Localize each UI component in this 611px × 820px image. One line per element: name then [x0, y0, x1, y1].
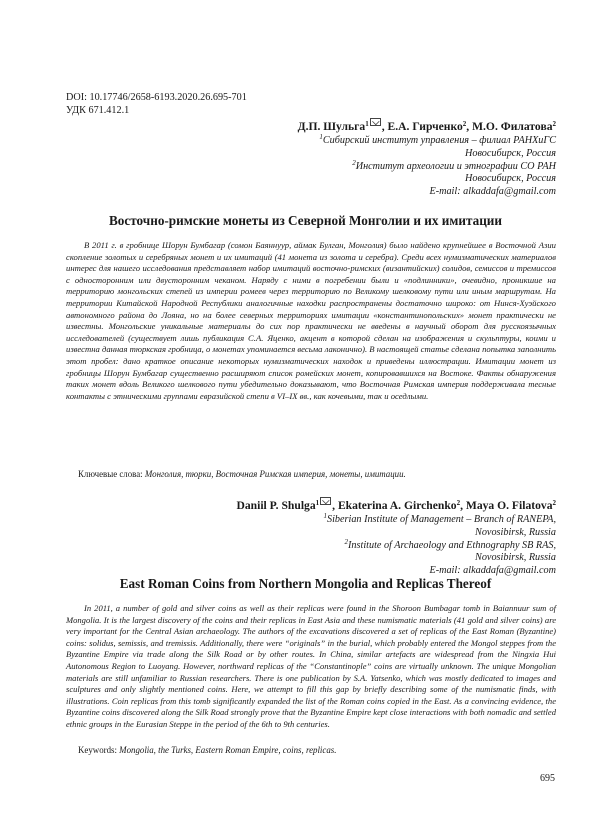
- affiliation-line: $^1$Сибирский институт управления – филиал РАНХиГС: [319, 133, 556, 146]
- author-affil-sup: 1: [315, 499, 320, 507]
- author-name: Д.П. Шульга: [297, 120, 366, 133]
- author-affil-sup: 2: [456, 499, 461, 507]
- affiliation-line: Novosibirsk, Russia: [475, 526, 556, 538]
- affiliations-en: [196, 514, 556, 578]
- affiliation-line: $^1$Siberian Institute of Management – Branch of RANEPA,: [323, 512, 556, 525]
- author-affil-sup: 2: [462, 120, 467, 128]
- author-name: М.О. Филатова: [472, 120, 553, 133]
- author-name: Ekaterina A. Girchenko: [337, 499, 457, 512]
- udk-code: УДК 671.412.1: [66, 105, 130, 116]
- authors-ru: Д.П. Шульга$^1$ , Е.А. Гирченко$^2$, М.О. Филатова$^2$: [297, 120, 556, 133]
- email: E-mail: alkaddafa@gmail.com: [429, 186, 556, 198]
- abstract-ru: В 2011 г. в гробнице Шорун Бумбагар (сомон Баяннуур, аймак Булган, Монголия) было найдено крупнейшее в Восточной Азии скопление золотых и серебряных монет и их имитаций (41 монета из золота и серебра). Среди всех нумизматических материалов интерес для нашего исследования представляет набор имитаций восточно-римских (византийских) солидов, семиссов и тремиссов с односторонним или двусторонним чеканом. Наряду с ними в погребении были и «подлинники», очевидно, проникшие на территорию монгольских степей из империи ромеев через территорию по Великому шелковому пути или иным маршрутам. На территории Китайской Народной Республики аналогичные находки распространены достаточно широко: от Нинся-Хуэйского автономного района до Лояна, но на более северных территориях имитации «константинопольских» монет практически не известны. Монгольские уникальные материалы до сих пор практически не введены в научный оборот для русскоязычных исследователей (существует лишь публикация С.А. Яценко, акцент в которой сделан на изображения и скульптуры, коими и известна данная тюркская гробница, о монетах упоминается весьма лаконично). В настоящей статье сделана попытка заполнить этот пробел: дано краткое описание некоторых нумизматических находок и приведены иллюстрации. Имитации монет из гробницы Шорун Бумбагар существенно расширяют список ромейских монет, копировавшихся на Востоке. Факты обнаружения таких монет вдоль Великого шелкового пути убедительно доказывают, что Восточная Римская империя поддерживала тесные контакты с этническими группами евразийской степи в VI–IX вв., как кочевыми, так и оседлыми.: [66, 240, 556, 401]
- email: E-mail: alkaddafa@gmail.com: [429, 565, 556, 577]
- author-name: Е.А. Гирченко: [387, 120, 463, 133]
- affiliations-ru: [196, 135, 556, 199]
- keywords-ru: [78, 469, 556, 480]
- page-number: 695: [540, 773, 555, 784]
- affiliation-line: Новосибирск, Россия: [465, 173, 556, 185]
- affiliation-line: $^2$Institute of Archaeology and Ethnography SB RAS,: [344, 537, 556, 551]
- keywords-en: [78, 745, 556, 756]
- affiliation-line: $^2$Институт археологии и этнографии СО РАН: [352, 158, 556, 172]
- abstract-en: In 2011, a number of gold and silver coins as well as their replicas were found in the Shoroon Bumbagar tomb in Baiannuur sum of Mongolia. It is the largest discovery of the coins and their replicas in East Asia and these numismatic materials (41 gold and silver coins) are very important for the Central Asian archaeology. The authors of the excavations discovered a set of replicas of the East Roman (Byzantine) coins: solidus, semissis, and tremissis. Additionally, there were “originals” in the burial, which probably entered the Mongol steppes from the Byzantine Empire via trade along the Silk Road or by other routes. In China, similar artefacts are widespread from the Ningxia Hui Autonomous Region to Luoyang. However, northward replicas of the “Constantinople” coins are virtually unknown. The unique Mongolian materials are still unfamiliar to Russian researchers. There is one publication by S.A. Yatsenko, which was mostly dedicated to images and sculptures and only slightly mentioned coins. Here, we attempt to fill this gap by briefly describing some of the numismatic finds, with illustrations. Coin replicas from this tomb significantly expanded the list of the Roman coins copied in the East. As a convincing evidence, the Byzantine coins discovered along the Silk Road strongly prove that the Byzantine Empire kept close interactions with both nomadic and settled ethnic groups in the Eurasian Steppe in the period of the 6th to 9th centuries.: [66, 603, 556, 729]
- author-name: Maya O. Filatova: [465, 499, 553, 512]
- keywords-values: Mongolia, the Turks, Eastern Roman Empire, coins, replicas.: [119, 745, 337, 755]
- article-title-en: East Roman Coins from Northern Mongolia and Replicas Thereof: [119, 576, 492, 591]
- keywords-label: Ключевые слова:: [78, 469, 145, 479]
- mail-icon: [370, 118, 381, 126]
- author-name: Daniil P. Shulga: [236, 499, 316, 512]
- doi: DOI: 10.17746/2658-6193.2020.26.695-701: [66, 92, 247, 103]
- keywords-values: Монголия, тюрки, Восточная Римская империя, монеты, имитации.: [144, 469, 406, 479]
- affiliation-line: Новосибирск, Россия: [465, 147, 556, 159]
- affiliation-line: Novosibirsk, Russia: [475, 552, 556, 564]
- authors-en: Daniil P. Shulga$^1$ , Ekaterina A. Girchenko$^2$, Maya O. Filatova$^2$: [236, 499, 556, 512]
- author-affil-sup: 2: [552, 499, 556, 507]
- keywords-label: Keywords:: [78, 745, 120, 755]
- article-title-ru: Восточно-римские монеты из Северной Монголии и их имитации: [108, 213, 503, 228]
- author-affil-sup: 2: [552, 120, 556, 128]
- author-affil-sup: 1: [365, 120, 369, 128]
- mail-icon: [320, 497, 331, 505]
